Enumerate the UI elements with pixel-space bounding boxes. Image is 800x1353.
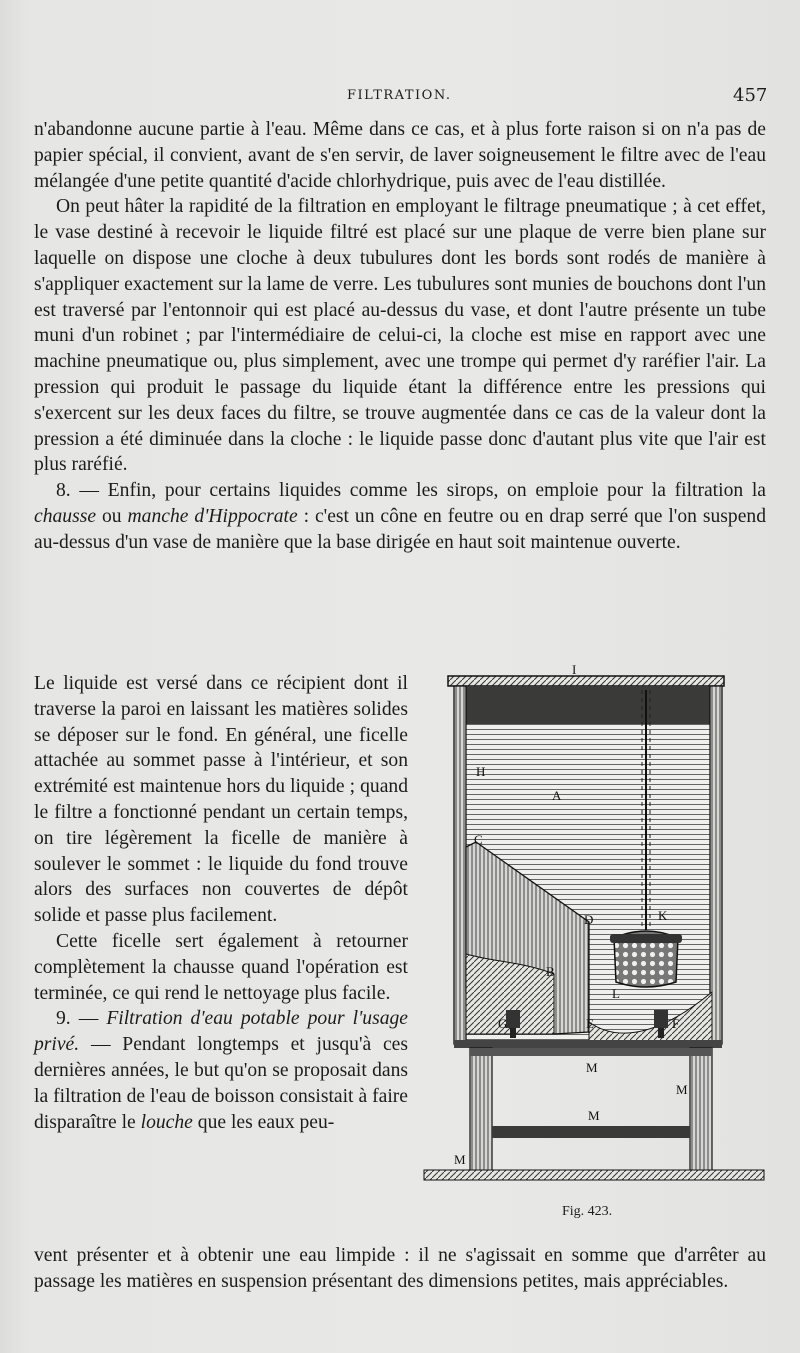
term-chausse: chausse — [34, 505, 97, 527]
label-C: C — [474, 832, 483, 847]
top-band — [464, 686, 712, 724]
label-E: E — [586, 1016, 594, 1031]
label-M-middle: M — [588, 1108, 600, 1123]
paragraph-5-text-a: — Pendant longtemps et jusqu'à ces dernières années, le but qu'on se proposait dans la filtration de l'eau de boisson consistait à faire disparaître le — [34, 1034, 408, 1133]
section-number: 9. — — [56, 1008, 107, 1030]
ground — [424, 1170, 764, 1180]
text-block-bottom — [34, 1243, 766, 1295]
paragraph-2: On peut hâter la rapidité de la filtration en employant le filtrage pneumatique ; à cet effet, le vase destiné à recevoir le liquide filtré est placé sur une plaque de verre bien plane sur laquelle on dispose une cloche à deux tubulures dont les bords sont rodés de manière à s'appliquer exactement sur la lame de verre. Les tubulures sont munies de bouchons dont l'un est traversé par l'entonnoir qui est placé au-dessus du vase, et dont l'autre présente un tube muni d'un robinet ; par l'intermédiaire de celui-ci, la cloche est mise en rapport avec une machine pneumatique ou, plus simplement, avec une trompe qui permet d'y raréfier l'air. La pression qui produit le passage du liquide étant la différence entre les pressions qui s'exercent sur les deux faces du filtre, se trouve augmentée dans ce cas de la valeur dont la pression a été diminuée dans la cloche : le liquide passe donc d'autant plus vite que l'air est plus raréfié. — [34, 196, 766, 476]
paragraph-5 — [34, 1006, 408, 1135]
figure-423 — [414, 662, 784, 1222]
paragraph-5-continued: vent présenter et à obtenir une eau limpide : il ne s'agissait en somme que d'arrêter au passage les matières en suspension présentant des dimensions petites, mais appréciables. — [34, 1245, 766, 1292]
running-title: FILTRATION. — [347, 88, 452, 103]
filter-apparatus-drawing — [414, 662, 784, 1202]
label-I: I — [572, 662, 577, 677]
paragraph-3 — [34, 478, 766, 555]
paragraph-3-continued: Le liquide est versé dans ce récipient dont il traverse la paroi en laissant les matières solides se déposer sur le fond. En général, une ficelle attachée au sommet passe à l'intérieur, et son extrémité est maintenue hors du liquide ; quand le filtre a fonctionné pendant un certain temps, on tire légèrement la ficelle de manière à soulever le sommet : le liquide du fond trouve alors des surfaces non couvertes de dépôt solide et passe plus facilement. — [34, 673, 408, 927]
tank-base — [454, 1040, 722, 1048]
paragraph-4: Cette ficelle sert également à retourner complètement la chausse quand l'opération est terminée, ce qui rend le nettoyage plus facile. — [34, 930, 408, 1004]
paragraph-5-text-b: que les eaux peu- — [192, 1111, 335, 1133]
label-M-left: M — [454, 1152, 466, 1167]
label-F: F — [672, 1016, 680, 1031]
paragraph-3-rest: : c'est un cône en feutre ou en drap serré que l'on suspend au-dessus d'un vase de manière que la base dirigée en haut soit maintenue ouverte. — [34, 505, 766, 553]
page-header — [0, 85, 800, 112]
text-block-top — [34, 117, 766, 556]
section-title: Filtration d'eau potable pour l'usage privé. — [34, 1008, 408, 1056]
lid — [448, 676, 724, 686]
paragraph-1: n'abandonne aucune partie à l'eau. Même dans ce cas, et à plus forte raison si on n'a pas de papier spécial, il convient, avant de s'en servir, de laver soigneusement le filtre avec de l'eau mélangée d'une petite quantité d'acide chlorhydrique, puis avec de l'eau distillée. — [34, 119, 766, 192]
label-D: D — [584, 912, 594, 927]
term-louche: louche — [140, 1111, 193, 1133]
label-H: H — [476, 764, 486, 779]
label-K: K — [658, 908, 668, 923]
label-G: G — [498, 1016, 508, 1031]
label-M-top: M — [586, 1060, 598, 1075]
label-L: L — [612, 986, 620, 1001]
label-A: A — [552, 788, 562, 803]
paragraph-3-lead: 8. — Enfin, pour certains liquides comme les sirops, on emploie pour la filtration la — [56, 480, 766, 502]
left-wall — [454, 686, 466, 1044]
right-wall — [710, 686, 722, 1044]
label-M-right: M — [676, 1082, 688, 1097]
basket-rim — [610, 934, 682, 943]
page-number: 457 — [733, 85, 768, 106]
label-B: B — [546, 964, 555, 979]
term-manche: manche d'Hippocrate — [127, 505, 298, 527]
paragraph-3-mid: ou — [96, 505, 128, 527]
figure-caption: Fig. 423. — [562, 1204, 613, 1219]
text-block-left-column — [34, 671, 408, 1135]
